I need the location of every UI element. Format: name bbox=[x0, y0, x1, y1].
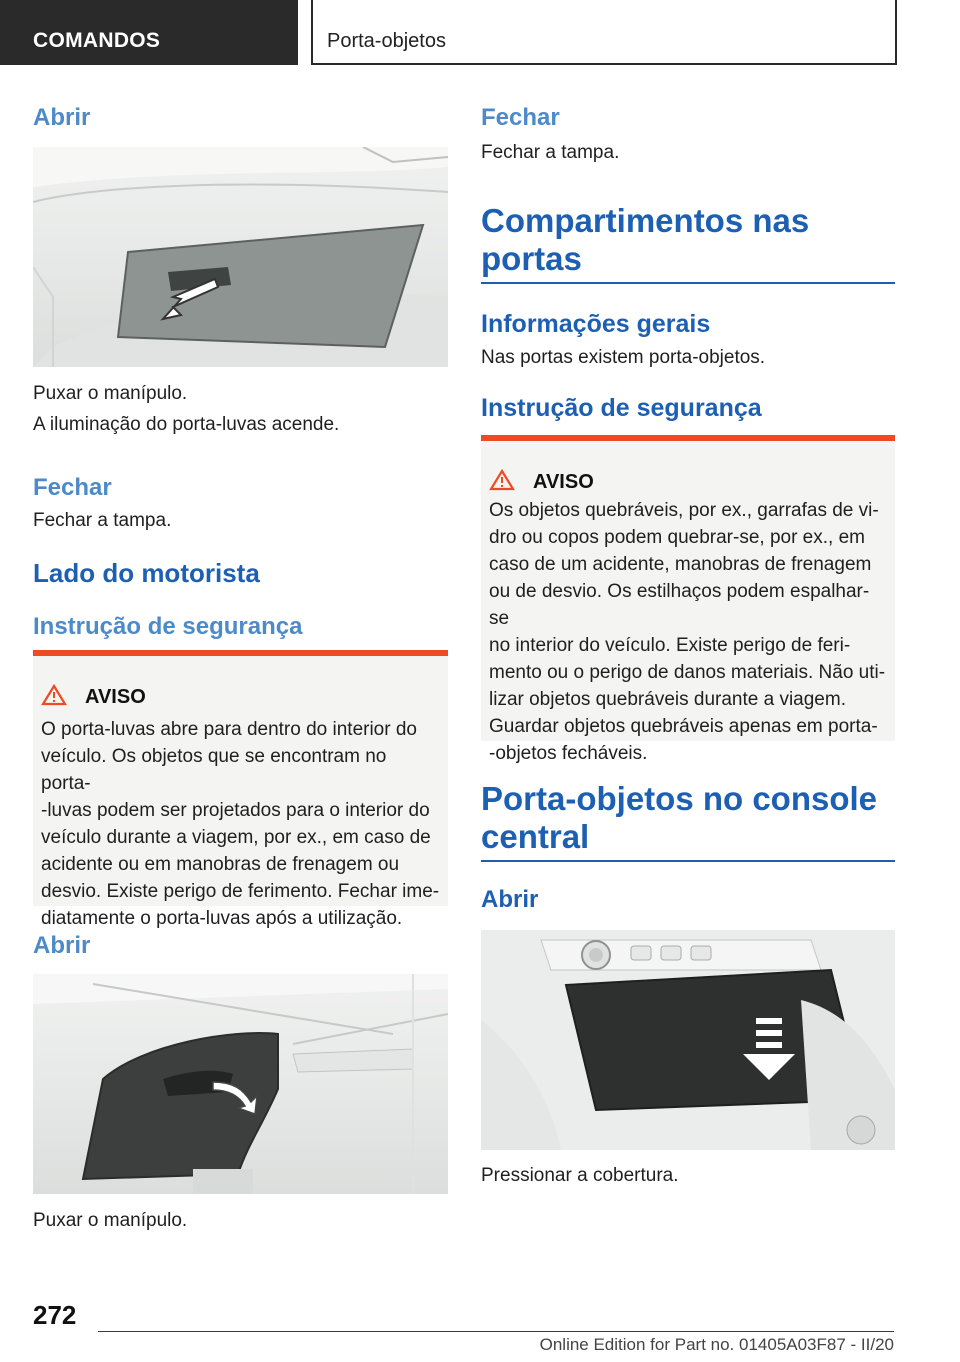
heading-abrir-console: Abrir bbox=[481, 886, 539, 913]
text-close-lid-driver: Fechar a tampa. bbox=[481, 142, 620, 163]
chapter-title: COMANDOS bbox=[33, 29, 161, 52]
warning-box-doors bbox=[481, 435, 895, 764]
warning-header-doors bbox=[489, 469, 594, 497]
caption-press-cover: Pressionar a cobertura. bbox=[481, 1165, 679, 1186]
caption-pull-handle: Puxar o manípulo. bbox=[33, 383, 188, 404]
driver-compartment-illustration bbox=[33, 974, 448, 1194]
heading-center-console: Porta-objetos no console central bbox=[481, 780, 895, 862]
footer-divider bbox=[98, 1331, 894, 1332]
chapter-tab bbox=[0, 0, 298, 65]
edition-note: Online Edition for Part no. 01405A03F87 - II/20 bbox=[539, 1335, 894, 1354]
text-close-lid: Fechar a tampa. bbox=[33, 510, 172, 531]
heading-fechar-driver: Fechar bbox=[481, 104, 560, 131]
warning-header bbox=[41, 684, 146, 712]
glovebox-open-illustration bbox=[33, 147, 448, 367]
page-number: 272 bbox=[33, 1300, 77, 1330]
heading-door-compartments: Compartimentos nas portas bbox=[481, 202, 895, 284]
heading-safety-instruction: Instrução de segurança bbox=[33, 613, 303, 640]
warning-triangle-icon bbox=[489, 469, 515, 497]
caption-pull-handle-driver: Puxar o manípulo. bbox=[33, 1210, 188, 1231]
caption-light-on: A iluminação do porta-luvas acende. bbox=[33, 414, 340, 435]
heading-fechar-glovebox: Fechar bbox=[33, 474, 112, 501]
heading-abrir-glovebox: Abrir bbox=[33, 104, 91, 131]
warning-label-doors: AVISO bbox=[533, 471, 594, 493]
warning-triangle-icon bbox=[41, 684, 67, 712]
heading-general-info: Informações gerais bbox=[481, 310, 711, 338]
center-console-illustration bbox=[481, 930, 895, 1150]
heading-safety-instruction-doors: Instrução de segurança bbox=[481, 394, 762, 422]
warning-label: AVISO bbox=[85, 686, 146, 708]
warning-box-glovebox bbox=[33, 650, 448, 929]
warning-text: O porta-luvas abre para dentro do interior do veículo. Os objetos que se encontram no porta- -luvas podem ser projetados para o interior do veículo durante a viagem, por ex., em caso de acidente ou em manobras de frenagem ou desvio. Existe perigo de ferimento. Fechar ime- diatamente o porta-luvas após a utilização. bbox=[41, 719, 440, 929]
warning-text-doors: Os objetos quebráveis, por ex., garrafas de vi- dro ou copos podem quebrar-se, por ex., em caso de um acidente, manobras de frenagem ou de desvio. Os estilhaços podem espalhar-se no interior do veículo. Existe perigo de feri- mento ou o perigo de danos materiais. Não uti- lizar objetos quebráveis durante a viagem. Guardar objetos quebráveis apenas em porta- -objetos fecháveis. bbox=[489, 500, 886, 764]
heading-driver-side: Lado do motorista bbox=[33, 558, 260, 588]
section-header bbox=[311, 0, 897, 65]
heading-abrir-driver: Abrir bbox=[33, 932, 91, 959]
text-door-compartments: Nas portas existem porta-objetos. bbox=[481, 347, 766, 368]
section-title: Porta-objetos bbox=[327, 30, 446, 52]
